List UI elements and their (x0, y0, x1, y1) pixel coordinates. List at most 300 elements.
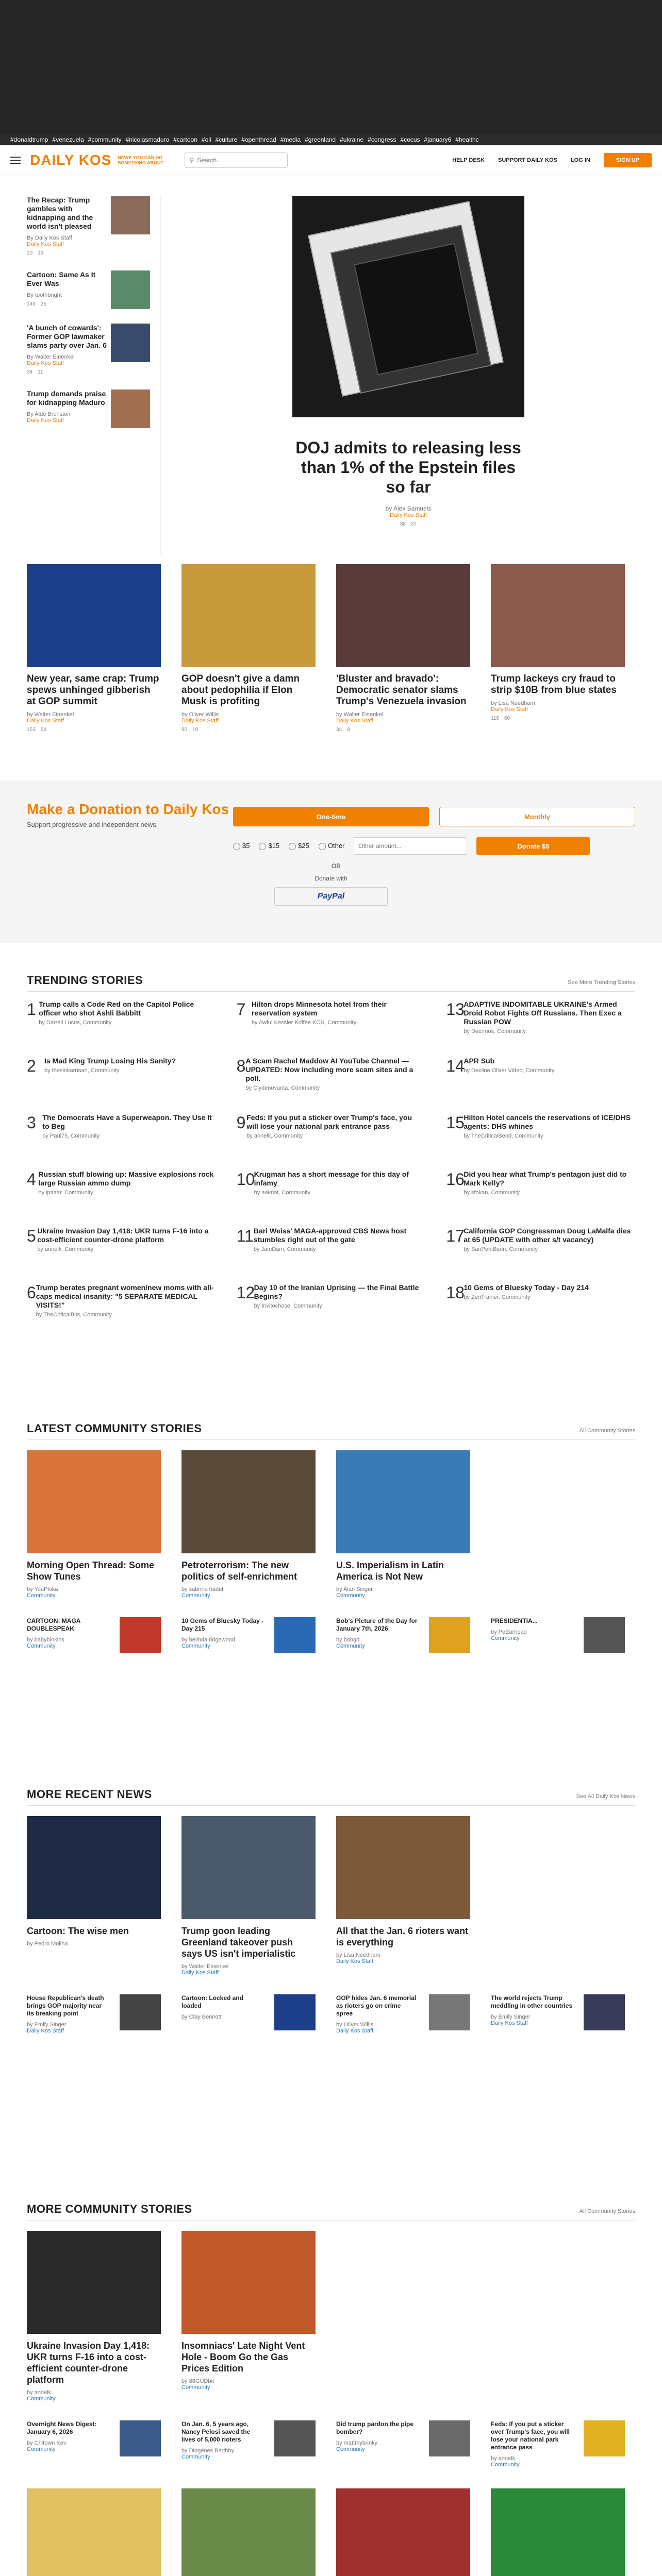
hero-meta (181, 521, 635, 527)
hero-author-label: Daily Kos Staff (390, 512, 427, 518)
small-story[interactable] (181, 1617, 316, 1653)
trending-author[interactable]: by aaknat, Community (254, 1190, 311, 1196)
story-title[interactable]: U.S. Imperialism in Latin America is Not New (336, 1560, 444, 1582)
trending-rank: 6 (27, 1283, 36, 1302)
story-title[interactable]: Ukraine Invasion Day 1,418: UKR turns F-16 into a cost-efficient counter-drone platform (27, 2341, 150, 2385)
rec-count: 116 (491, 716, 499, 721)
morecomm-more-link[interactable]: All Community Stories (579, 2208, 635, 2214)
story-author[interactable]: by Walter Einenkel (181, 1963, 229, 1970)
featured-card[interactable] (181, 564, 316, 781)
trending-item[interactable] (27, 1227, 216, 1283)
ad-banner (0, 0, 662, 134)
trending-item[interactable] (446, 1170, 635, 1227)
tag-link[interactable]: #donaldtrump (10, 136, 48, 143)
trending-item[interactable] (446, 1227, 635, 1283)
featured-title[interactable]: New year, same crap: Trump spews unhinged gibberish at GOP summit (27, 673, 159, 707)
small-story-thumbnail[interactable] (429, 2420, 470, 2456)
story-image[interactable] (336, 2231, 470, 2334)
story-image[interactable] (181, 2231, 316, 2334)
or-divider: OR (332, 862, 341, 870)
story-image[interactable] (491, 1450, 625, 1553)
trending-author[interactable]: by annelk, Community (37, 1246, 94, 1252)
small-story-title[interactable]: Overnight News Digest: January 6, 2026 (27, 2420, 97, 2435)
side-story-thumbnail[interactable] (111, 196, 150, 234)
small-story-author[interactable]: by Diogenes Barthby (181, 2448, 235, 2454)
trending-author[interactable]: by JamDam, Community (253, 1246, 316, 1252)
story-image[interactable] (181, 1816, 316, 1919)
trending-rank: 10 (236, 1170, 255, 1189)
story-label: Community (27, 2396, 56, 2402)
trending-title[interactable]: A Scam Rachel Maddow AI YouTube Channel — UPDATED: Now including more scam sites and a poll. (245, 1057, 413, 1082)
trending-item[interactable] (446, 1283, 635, 1340)
latest-more-link[interactable]: All Community Stories (579, 1428, 635, 1434)
comment-count: 25 (40, 301, 46, 307)
featured-card[interactable] (27, 564, 161, 781)
featured-label: Daily Kos Staff (27, 718, 64, 724)
story-card[interactable] (27, 2488, 161, 2576)
small-story-thumbnail[interactable] (274, 1994, 316, 2030)
story-card[interactable] (336, 1816, 470, 1976)
hero-rec-count: 88 (400, 521, 406, 527)
trending-rank: 11 (236, 1227, 254, 1245)
story-author[interactable]: by Pedro Molina (27, 1941, 68, 1947)
side-story-label: Daily Kos Staff (27, 241, 64, 247)
trending-item[interactable] (237, 1170, 426, 1227)
story-image[interactable] (491, 2231, 625, 2334)
side-story[interactable] (27, 389, 150, 428)
hero-author[interactable]: by Alex Samuels (385, 505, 432, 512)
small-story-title[interactable]: Feds: If you put a sticker over Trump's face, you will lose your national park entrance pass (491, 2420, 570, 2451)
side-story-meta (27, 369, 111, 375)
featured-image[interactable] (27, 564, 161, 667)
comment-count: 64 (40, 727, 46, 733)
featured-meta (27, 727, 161, 733)
side-story-title[interactable]: Trump demands praise for kidnapping Maduro (27, 389, 106, 406)
story-card[interactable] (181, 2488, 316, 2576)
small-story-thumbnail[interactable] (429, 1994, 470, 2030)
trending-author[interactable]: by Decline Oliver Video, Community (464, 1067, 555, 1074)
featured-card[interactable] (336, 564, 470, 781)
side-story-thumbnail[interactable] (111, 324, 150, 362)
trending-item[interactable] (237, 1113, 426, 1170)
trending-item[interactable] (237, 1000, 426, 1057)
small-story-thumbnail[interactable] (120, 2420, 161, 2456)
tag-link[interactable]: #media (280, 136, 301, 143)
small-story-label: Community (491, 2462, 520, 2468)
small-story-title[interactable]: Did trump pardon the pipe bomber? (336, 2420, 413, 2435)
one-time-button[interactable]: One-time (233, 807, 429, 826)
story-card[interactable] (181, 1816, 316, 1976)
amount-25[interactable]: $25 (289, 842, 309, 850)
story-card[interactable] (491, 1450, 625, 1599)
small-story-label: Community (336, 2446, 365, 2452)
small-story-label: Daily Kos Staff (336, 2028, 373, 2034)
story-image[interactable] (27, 1450, 161, 1553)
more-community-section (27, 2202, 635, 2576)
donate-with-label: Donate with (315, 875, 347, 882)
tag-link[interactable]: #venezuela (52, 136, 84, 143)
small-story-title[interactable]: On Jan. 6, 5 years ago, Nancy Pelosi saved the lives of 5,000 rioters (181, 2420, 251, 2443)
recent-more-link[interactable]: See All Daily Kos News (576, 1793, 635, 1800)
trending-author[interactable]: by Darrell Lucus, Community (39, 1020, 112, 1026)
trending-title[interactable]: Hilton drops Minnesota hotel from their reservation system (251, 1000, 387, 1017)
login-link[interactable]: LOG IN (570, 157, 590, 163)
monthly-button[interactable]: Monthly (439, 807, 635, 826)
story-author[interactable]: by YouPluka (27, 1586, 58, 1592)
featured-image[interactable] (181, 564, 316, 667)
story-author[interactable]: by annelk (27, 2389, 52, 2396)
trending-author[interactable]: by TheCriticalBits, Community (36, 1312, 112, 1318)
featured-title[interactable]: 'Bluster and bravado': Democratic senator slams Trump's Venezuela invasion (336, 673, 467, 707)
trending-item[interactable] (27, 1057, 216, 1113)
featured-author[interactable]: by Lisa Needham (491, 700, 535, 706)
featured-author[interactable]: by Walter Einenkel (27, 711, 74, 718)
small-story-title[interactable]: GOP hides Jan. 6 memorial as rioters go on crime spree (336, 1994, 417, 2017)
trending-item[interactable] (27, 1000, 216, 1057)
small-story-title[interactable]: The world rejects Trump meddling in other countries (491, 1994, 573, 2009)
search-icon: ⚲ (189, 156, 194, 164)
side-story-author[interactable]: By Daily Kos Staff (27, 235, 72, 241)
side-story-author[interactable]: By Walter Einenkel (27, 354, 75, 360)
rec-count: 34 (336, 727, 342, 733)
featured-label: Daily Kos Staff (336, 718, 373, 724)
small-story-label: Community (181, 1643, 210, 1649)
tag-link[interactable]: #congress (368, 136, 396, 143)
trending-rank: 8 (236, 1057, 246, 1075)
donate-title: Make a Donation to Daily Kos (27, 801, 229, 817)
tag-link[interactable]: #cocus (400, 136, 420, 143)
trending-rank: 14 (446, 1057, 465, 1075)
featured-title[interactable]: GOP doesn't give a damn about pedophilia if Elon Musk is profiting (181, 673, 300, 707)
story-author[interactable]: by Alan Singer (336, 1586, 373, 1592)
hero-side-list (27, 196, 161, 554)
story-label: Community (27, 1592, 56, 1599)
side-story-title[interactable]: 'A bunch of cowards': Former GOP lawmaker slams party over Jan. 6 (27, 324, 107, 349)
story-image[interactable] (27, 2488, 161, 2576)
featured-title[interactable]: Trump lackeys cry fraud to strip $10B from blue states (491, 673, 617, 696)
comment-count: 8 (347, 727, 350, 733)
menu-icon[interactable] (10, 157, 21, 164)
small-story-author[interactable]: by mattmybrinky (336, 2440, 378, 2446)
small-story[interactable] (336, 1617, 470, 1653)
small-story-author[interactable]: by belinda ridgewood (181, 1637, 235, 1643)
amount-5[interactable]: $5 (233, 842, 250, 850)
story-title[interactable]: Morning Open Thread: Some Show Tunes (27, 1560, 155, 1582)
story-card[interactable] (27, 2231, 161, 2402)
small-story-title[interactable]: Bob's Picture of the Day for January 7th, 2026 (336, 1617, 418, 1632)
rec-count: 90 (181, 727, 188, 733)
trending-author[interactable]: by Decrmos, Community (464, 1028, 526, 1035)
story-image[interactable] (27, 2231, 161, 2334)
small-story-thumbnail[interactable] (584, 1994, 625, 2030)
featured-meta (491, 716, 625, 721)
story-image[interactable] (336, 1816, 470, 1919)
trending-section (27, 943, 635, 1422)
search-input[interactable] (197, 157, 279, 164)
small-story-thumbnail[interactable] (274, 2420, 316, 2456)
story-card[interactable] (491, 2231, 625, 2402)
side-story-thumbnail[interactable] (111, 270, 150, 309)
trending-item[interactable] (27, 1170, 216, 1227)
small-story-label: Community (181, 2454, 210, 2460)
trending-author[interactable]: by Clydenovanta, Community (245, 1085, 320, 1091)
featured-label: Daily Kos Staff (491, 706, 528, 713)
trending-title[interactable]: Feds: If you put a sticker over Trump's face, you will lose your national park entrance pass (246, 1113, 412, 1130)
small-story-label: Community (491, 1635, 520, 1641)
trending-title[interactable]: Krugman has a short message for this day of infamy (254, 1170, 409, 1187)
side-story-label: Daily Kos Staff (27, 417, 64, 423)
rec-count: 149 (27, 301, 36, 307)
donate-subtitle: Support progressive and independent news. (27, 821, 158, 828)
small-story-thumbnail[interactable] (120, 1617, 161, 1653)
support-link[interactable]: SUPPORT DAILY KOS (498, 157, 557, 163)
trending-rank: 15 (446, 1113, 465, 1132)
amount-other[interactable]: Other (319, 842, 345, 850)
trending-author[interactable]: by Awful Kessler Koffee KOS, Community (251, 1020, 356, 1026)
rec-count: 10 (27, 250, 33, 256)
small-story-author[interactable]: by babybinkins (27, 1637, 64, 1643)
featured-row (27, 554, 635, 781)
tag-link[interactable]: #openthread (241, 136, 276, 143)
trending-author[interactable]: by TheCriticalBend, Community (464, 1133, 543, 1139)
small-story-author[interactable]: by Emily Singer (491, 2014, 531, 2020)
help-desk-link[interactable]: HELP DESK (452, 157, 485, 163)
trending-item[interactable] (446, 1113, 635, 1170)
side-story-meta (27, 301, 111, 307)
small-story-thumbnail[interactable] (274, 1617, 316, 1653)
story-card[interactable] (336, 1450, 470, 1599)
story-label: Daily Kos Staff (181, 1970, 219, 1976)
trending-title[interactable]: Hilton Hotel cancels the reservations of ICE/DHS agents: DHS whines (464, 1113, 631, 1130)
small-story[interactable] (336, 2420, 470, 2468)
small-story-author[interactable]: by PeEarhead (491, 1629, 527, 1635)
trending-title[interactable]: APR Sub (464, 1057, 495, 1065)
tag-link[interactable]: #greenland (305, 136, 336, 143)
featured-card[interactable] (491, 564, 625, 781)
tag-link[interactable]: #cartoon (173, 136, 197, 143)
trending-rank: 1 (27, 1000, 36, 1019)
side-story-author[interactable]: By toothbright (27, 292, 62, 298)
story-title[interactable]: Trump goon leading Greenland takeover push says US isn't imperialistic (181, 1926, 296, 1959)
site-tagline: NEWS YOU CAN DO SOMETHING ABOUT (118, 155, 164, 165)
story-image[interactable] (27, 1816, 161, 1919)
small-story[interactable] (491, 1994, 625, 2034)
trending-item[interactable] (27, 1283, 216, 1340)
trending-item[interactable] (237, 1227, 426, 1283)
side-story[interactable] (27, 324, 150, 375)
small-story-thumbnail[interactable] (429, 1617, 470, 1653)
story-label: Daily Kos Staff (336, 1958, 373, 1964)
side-story-label: Daily Kos Staff (27, 360, 64, 366)
featured-author[interactable]: by Oliver Willis (181, 711, 219, 718)
story-card[interactable] (336, 2231, 470, 2402)
side-story[interactable] (27, 270, 150, 309)
trending-author[interactable]: by SanPeniBenn, Community (464, 1246, 538, 1252)
hero-comment-count: 37 (411, 521, 417, 527)
trending-item[interactable] (27, 1113, 216, 1170)
story-card[interactable] (181, 1450, 316, 1599)
trending-rank: 17 (446, 1227, 465, 1245)
trending-title[interactable]: Ukraine Invasion Day 1,418: UKR turns F-16 into a cost-efficient counter-drone platform (37, 1227, 209, 1244)
story-author[interactable]: by 88GUDbit (181, 2378, 214, 2384)
trending-title[interactable]: Trump calls a Code Red on the Capitol Police officer who shot Ashli Babbitt (39, 1000, 194, 1017)
story-title[interactable]: Cartoon: The wise men (27, 1926, 129, 1936)
trending-title[interactable]: Is Mad King Trump Losing His Sanity? (44, 1057, 176, 1065)
small-story-author[interactable]: by annelk (491, 2455, 516, 2462)
trending-rank: 4 (27, 1170, 36, 1189)
story-image[interactable] (181, 2488, 316, 2576)
latest-title: LATEST COMMUNITY STORIES (27, 1422, 202, 1435)
trending-title[interactable]: Did you hear what Trump's pentagon just did to Mark Kelly? (464, 1170, 627, 1187)
trending-title[interactable]: Trump berates pregnant women/new moms with all-caps medical insanity: "5 SEPARATE MEDICAL VISITS!" (36, 1283, 214, 1309)
recent-title: MORE RECENT NEWS (27, 1788, 152, 1801)
comment-count: 11 (38, 369, 43, 375)
trending-author[interactable]: by sfokan, Community (464, 1190, 520, 1196)
small-story-title[interactable]: House Republican's death brings GOP majority near its breaking point (27, 1994, 104, 2017)
signup-button[interactable]: SIGN UP (604, 153, 652, 167)
trending-title[interactable]: 10 Gems of Bluesky Today - Day 214 (464, 1283, 589, 1292)
trending-author[interactable]: by annelk, Community (246, 1133, 303, 1139)
small-story-thumbnail[interactable] (584, 1617, 625, 1653)
story-card[interactable] (491, 1816, 625, 1976)
side-story-author[interactable]: By Aldo Bronston (27, 411, 71, 417)
tag-link[interactable]: #healthc (455, 136, 479, 143)
tag-link[interactable]: #culture (215, 136, 238, 143)
trending-item[interactable] (446, 1000, 635, 1057)
story-author[interactable]: by sabrina hadel (181, 1586, 223, 1592)
hero-image[interactable] (292, 196, 524, 417)
story-card[interactable] (491, 2488, 625, 2576)
hero-title[interactable]: DOJ admits to releasing less than 1% of the Epstein files so far (295, 438, 521, 496)
tag-link[interactable]: #ukraine (340, 136, 364, 143)
story-image[interactable] (181, 1450, 316, 1553)
small-story[interactable] (27, 1617, 161, 1653)
small-story-label: Daily Kos Staff (27, 2028, 64, 2034)
comment-count: 19 (38, 250, 44, 256)
search-box[interactable] (185, 152, 288, 168)
comment-count: 19 (192, 727, 198, 733)
trending-item[interactable] (446, 1057, 635, 1113)
small-story-author[interactable]: by bobgd (336, 1637, 360, 1643)
tag-link[interactable]: #january6 (424, 136, 452, 143)
tag-link[interactable]: #oil (201, 136, 211, 143)
small-story-thumbnail[interactable] (584, 2420, 625, 2456)
story-card[interactable] (181, 2231, 316, 2402)
story-title[interactable]: Petroterrorism: The new politics of self-enrichment (181, 1560, 297, 1582)
small-story-label: Community (27, 2446, 56, 2452)
trending-author[interactable]: by Paul75, Community (42, 1133, 100, 1139)
small-story-label: Daily Kos Staff (491, 2020, 528, 2026)
donate-button[interactable]: Donate $5 (476, 837, 590, 855)
small-story[interactable] (491, 2420, 625, 2468)
tag-link[interactable]: #nicolasmaduro (125, 136, 170, 143)
small-story[interactable] (181, 2420, 316, 2468)
featured-meta (181, 727, 316, 733)
story-author[interactable]: by Lisa Needham (336, 1952, 380, 1958)
latest-community-section (27, 1422, 635, 1788)
small-story-label: Community (336, 1643, 365, 1649)
small-story-author[interactable]: by Oliver Willis (336, 2022, 374, 2028)
morecomm-title: MORE COMMUNITY STORIES (27, 2202, 192, 2215)
featured-author[interactable]: by Walter Einenkel (336, 711, 384, 718)
trending-rank: 9 (236, 1113, 246, 1132)
story-image[interactable] (491, 1816, 625, 1919)
trending-author[interactable]: by ZenTrainer, Community (464, 1294, 531, 1300)
side-story[interactable] (27, 196, 150, 256)
trending-title[interactable]: Bari Weiss' MAGA-approved CBS News host stumbles right out of the gate (253, 1227, 407, 1244)
side-story-title[interactable]: The Recap: Trump gambles with kidnapping and the world isn't pleased (27, 196, 93, 230)
trending-item[interactable] (237, 1057, 426, 1113)
small-story[interactable] (27, 2420, 161, 2468)
trending-more-link[interactable]: See More Trending Stories (568, 979, 635, 986)
tag-bar (0, 134, 662, 145)
trending-title: TRENDING STORIES (27, 974, 143, 987)
trending-author[interactable]: by ipaaar, Community (38, 1190, 93, 1196)
trending-title[interactable]: The Democrats Have a Superweapon. They Use It to Beg (42, 1113, 212, 1130)
rec-count: 34 (27, 369, 33, 375)
story-card[interactable] (336, 2488, 470, 2576)
amount-15[interactable]: $15 (259, 842, 279, 850)
story-label: Community (336, 1592, 365, 1599)
story-label: Community (181, 1592, 210, 1599)
small-story[interactable] (181, 1994, 316, 2034)
side-story-meta (27, 250, 111, 256)
site-logo[interactable]: DAILY KOS (30, 151, 112, 168)
side-story-title[interactable]: Cartoon: Same As It Ever Was (27, 270, 96, 287)
trending-title[interactable]: California GOP Congressman Doug LaMalfa dies at 65 (UPDATE with other s/t vacancy) (464, 1227, 631, 1244)
small-story-title[interactable]: Cartoon: Locked and loaded (181, 1994, 244, 2009)
trending-rank: 16 (446, 1170, 465, 1189)
small-story-title[interactable]: PRESIDENTIA... (491, 1617, 538, 1624)
paypal-button[interactable]: PayPal (274, 887, 388, 906)
small-story-thumbnail[interactable] (120, 1994, 161, 2030)
story-card[interactable] (27, 1450, 161, 1599)
story-image[interactable] (336, 2488, 470, 2576)
trending-rank: 3 (27, 1113, 36, 1132)
small-story-author[interactable]: by Emily Singer (27, 2022, 67, 2028)
story-image[interactable] (336, 1450, 470, 1553)
small-story-author[interactable]: by Clay Bennett (181, 2014, 222, 2020)
trending-author[interactable]: by Invitochose, Community (254, 1303, 322, 1309)
small-story-title[interactable]: 10 Gems of Bluesky Today - Day 215 (181, 1617, 264, 1632)
trending-rank: 5 (27, 1227, 36, 1245)
featured-image[interactable] (491, 564, 625, 667)
site-header (0, 145, 662, 175)
story-title[interactable]: Insomniacs' Late Night Vent Hole - Boom Go the Gas Prices Edition (181, 2341, 305, 2374)
small-story[interactable] (491, 1617, 625, 1653)
trending-author[interactable]: by thesinkarriaan, Community (44, 1067, 120, 1074)
featured-label: Daily Kos Staff (181, 718, 219, 724)
side-story-thumbnail[interactable] (111, 389, 150, 428)
small-story-title[interactable]: CARTOON: MAGA DOUBLESPEAK (27, 1617, 80, 1632)
tag-link[interactable]: #community (88, 136, 122, 143)
trending-title[interactable]: Day 10 of the Iranian Uprising — the Final Battle Begins? (254, 1283, 419, 1300)
small-story[interactable] (336, 1994, 470, 2034)
comment-count: 60 (504, 716, 510, 721)
trending-rank: 13 (446, 1000, 465, 1019)
story-title[interactable]: All that the Jan. 6 rioters want is everything (336, 1926, 469, 1947)
trending-rank: 12 (236, 1283, 255, 1302)
small-story[interactable] (27, 1994, 161, 2034)
trending-title[interactable]: ADAPTIVE INDOMITABLE UKRAINE's Armed Droid Robot Fights Off Russians. Then Exec a Russian POW (464, 1000, 622, 1026)
small-story-author[interactable]: by Chitown Kev (27, 2440, 67, 2446)
story-image[interactable] (491, 2488, 625, 2576)
story-card[interactable] (27, 1816, 161, 1976)
trending-title[interactable]: Russian stuff blowing up: Massive explosions rock large Russian ammo dump (38, 1170, 214, 1187)
featured-image[interactable] (336, 564, 470, 667)
other-amount-input[interactable] (354, 837, 467, 855)
trending-item[interactable] (237, 1283, 426, 1340)
